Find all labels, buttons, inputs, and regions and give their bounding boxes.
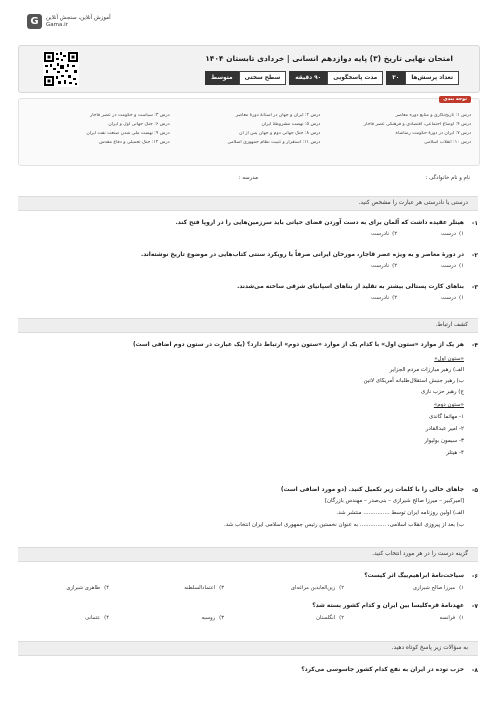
question-number: ۵- [471,487,478,494]
option-label: اعتمادالسلطنه [184,585,216,591]
section-title: درستی یا نادرستی هر عبارت را مشخص کنید. [358,200,468,206]
question-number: ۴- [471,342,478,349]
choice-option[interactable] [201,615,224,621]
stat-value: ۹۰ دقیقه [289,71,327,85]
section-matching [18,318,478,333]
brand-text [46,15,111,29]
student-info-row [18,171,478,187]
topics-box [18,98,480,166]
question-number: ۲- [471,252,478,259]
option-false[interactable] [371,295,397,301]
question-text: هر یک از موارد «ستون اول» با کدام یک از موارد «ستون دوم» ارتباط دارد؟ (یک عبارت در ستون دوم اضافی است) [132,342,464,348]
choice-option[interactable] [184,585,224,591]
option-label: نادرست [371,295,390,301]
stat-label: مدت پاسخگویی [327,71,383,85]
topic-item: درس ۱۱: استقرار و تثبیت نظام جمهوری اسلامی [227,140,321,145]
brand-slogan: آموزش آنلاین، سنجش آنلاین [46,14,111,21]
topic-item: درس ۱۲: جنگ تحمیلی و دفاع مقدس [99,140,170,145]
brand-domain: Gama.ir [46,21,68,28]
option-number: ۳) [219,615,224,621]
question-text: عهدنامهٔ قره‌کلیسا بین ایران و کدام کشور بسته شد؟ [312,603,464,609]
column-2-item: ۳- سیمون بولیوار [424,438,464,444]
topic-item: درس ۵: نهضت مشروطهٔ ایران [261,122,321,127]
option-number: ۲) [339,585,344,591]
question-number: ۱- [471,220,478,227]
question-text: سیاحت‌نامهٔ ابراهیم‌بیگ اثر کیست؟ [364,573,464,579]
question-number: ۶- [471,573,478,580]
topic-item: درس ۲: ایران و جهان در آستانهٔ دورهٔ معاصر [235,113,321,118]
choice-option[interactable] [413,585,464,591]
topic-item: درس ۱۰: انقلاب اسلامی [424,140,471,145]
option-label: درست [441,263,456,269]
section-title: گزینه درست را در هر مورد انتخاب کنید. [372,551,468,557]
option-label: نادرست [371,263,390,269]
option-label: میرزا صالح شیرازی [413,585,456,591]
question-text: حزب توده در ایران به نفع کدام کشور جاسوسی می‌کرد؟ [301,667,464,673]
question-text: جاهای خالی را با کلمات زیر تکمیل کنید. (دو مورد اضافی است) [280,487,464,493]
option-number: ۲) [339,615,344,621]
option-label: روسیه [201,615,216,621]
option-label: طاهری شیرازی [66,585,101,591]
student-name-label: نام و نام خانوادگی : [425,175,470,181]
topics-tag: توجه بندی [439,96,471,103]
question-number: ۳- [471,284,478,291]
true-false-options [327,295,464,301]
option-false[interactable] [371,231,397,237]
option-label: عثمانی [85,615,101,621]
option-label: انگلستان [316,615,336,621]
question-text: بناهای کارت پستالی بیشتر به تقلید از بناهای اسپانیای شرقی ساخته می‌شدند. [237,284,464,290]
question-number: ۸- [471,667,478,674]
exam-title: امتحان نهایی تاریخ (۳) پایه دوازدهم انسانی | خردادی تابستان ۱۴۰۴ [205,54,453,63]
option-label: نادرست [371,231,390,237]
question-number: ۷- [471,603,478,610]
fill-blank-b[interactable]: ب) بعد از پیروزی انقلاب اسلامی، ............... به عنوان نخستین رئیس جمهوری اسلامی ایران انتخاب شد. [224,522,464,528]
option-number: ۴) [104,585,109,591]
option-number: ۲) [392,295,398,301]
topic-item: درس ۶: جنگ جهانی اول و ایران [108,122,170,127]
brand-header[interactable] [27,14,111,29]
topic-item: درس ۳: سیاست و حکومت در عصر قاجار [90,113,170,118]
option-true[interactable] [441,263,464,269]
exam-stats [202,71,459,85]
choice-option[interactable] [316,615,344,621]
school-label: مدرسه : [238,175,258,181]
question-5 [18,487,478,533]
question-text: هیتلر عقیده داشت که آلمان برای به دست آوردن فضای حیاتی باید سرزمین‌هایی را در اروپا فتح کند. [175,220,464,226]
option-label: درست [441,295,456,301]
option-label: فرانسه [439,615,456,621]
topic-item: درس ۱: تاریخ‌نگاری و منابع دوره معاصر [395,113,471,118]
topics-grid [27,113,471,145]
stat-value: متوسط [205,71,239,85]
option-number: ۱) [459,585,464,591]
section-title: به سؤالات زیر پاسخ کوتاه دهید. [391,645,468,651]
column-1-item: ج) رهبر حزب نازی [421,389,464,395]
column-2-item: ۲- امیر عبدالقادر [425,426,464,432]
topic-item: درس ۷: ایران در دورهٔ حکومت رضاشاه [395,131,471,136]
column-2-item: ۴- هیتلر [446,450,464,456]
choice-option[interactable] [85,615,109,621]
exam-header [18,45,480,93]
option-label: زین‌العابدین مراغه‌ای [290,585,336,591]
stat-value: ۳۰ [386,71,405,85]
stat-question-count [386,71,459,85]
choice-option[interactable] [440,615,464,621]
stat-difficulty [205,71,286,85]
word-bank: [امیرکبیر – میرزا صالح شیرازی – بنی‌صدر – مهندس بازرگان] [324,498,464,504]
option-number: ۱) [459,615,464,621]
option-number: ۱) [458,231,464,237]
option-number: ۲) [392,231,398,237]
section-multiple-choice [18,547,478,562]
choice-option[interactable] [291,585,344,591]
column-2-title: «ستون دوم» [433,402,464,408]
stat-label: تعداد پرسش‌ها [405,71,459,85]
column-1-item: الف) رهبر مبارزات مردم الجزایر [389,367,464,373]
option-number: ۱) [458,263,464,269]
option-true[interactable] [441,295,464,301]
choice-option[interactable] [66,585,109,591]
stat-duration [289,71,383,85]
column-1-item: ب) رهبر جنبش استقلال‌طلبانه آمریکای لاتین [363,378,464,384]
option-label: درست [441,231,456,237]
option-true[interactable] [441,231,464,237]
topic-item: درس ۹: نهضت ملی شدن صنعت نفت ایران [86,131,170,136]
true-false-options [327,263,464,269]
question-8 [18,667,478,679]
column-2-item: ۱- مهاتما گاندی [428,414,464,420]
qr-code-icon [43,51,79,87]
section-short-answer [18,641,478,656]
gama-logo-icon: G [27,14,42,29]
question-4 [18,342,478,472]
stat-label: سطح سختی [239,71,287,85]
choice-options [18,615,464,623]
topic-item: درس ۴: اوضاع اجتماعی، اقتصادی و فرهنگی عصر قاجار [363,122,471,127]
option-number: ۳) [219,585,224,591]
section-title: کشف ارتباط. [435,322,468,328]
true-false-options [327,231,464,237]
topic-item: درس ۸: جنگ جهانی دوم و جهان پس از آن [239,131,321,136]
option-number: ۲) [392,263,398,269]
question-text: در دورهٔ معاصر و به ویژه عصر قاجار، مورخان ایرانی صرفاً با رویکرد سنتی کتاب‌هایی در موضوع تاریخ نوشته‌اند. [140,252,464,258]
option-number: ۱) [458,295,464,301]
fill-blank-a[interactable]: الف) اولین روزنامه ایران توسط ............... منتشر شد. [336,510,464,516]
section-true-false [18,196,478,211]
question-7 [18,603,478,627]
question-6 [18,573,478,597]
option-number: ۴) [104,615,109,621]
choice-options [18,585,464,593]
option-false[interactable] [371,263,397,269]
column-1-title: «ستون اول» [434,356,464,362]
